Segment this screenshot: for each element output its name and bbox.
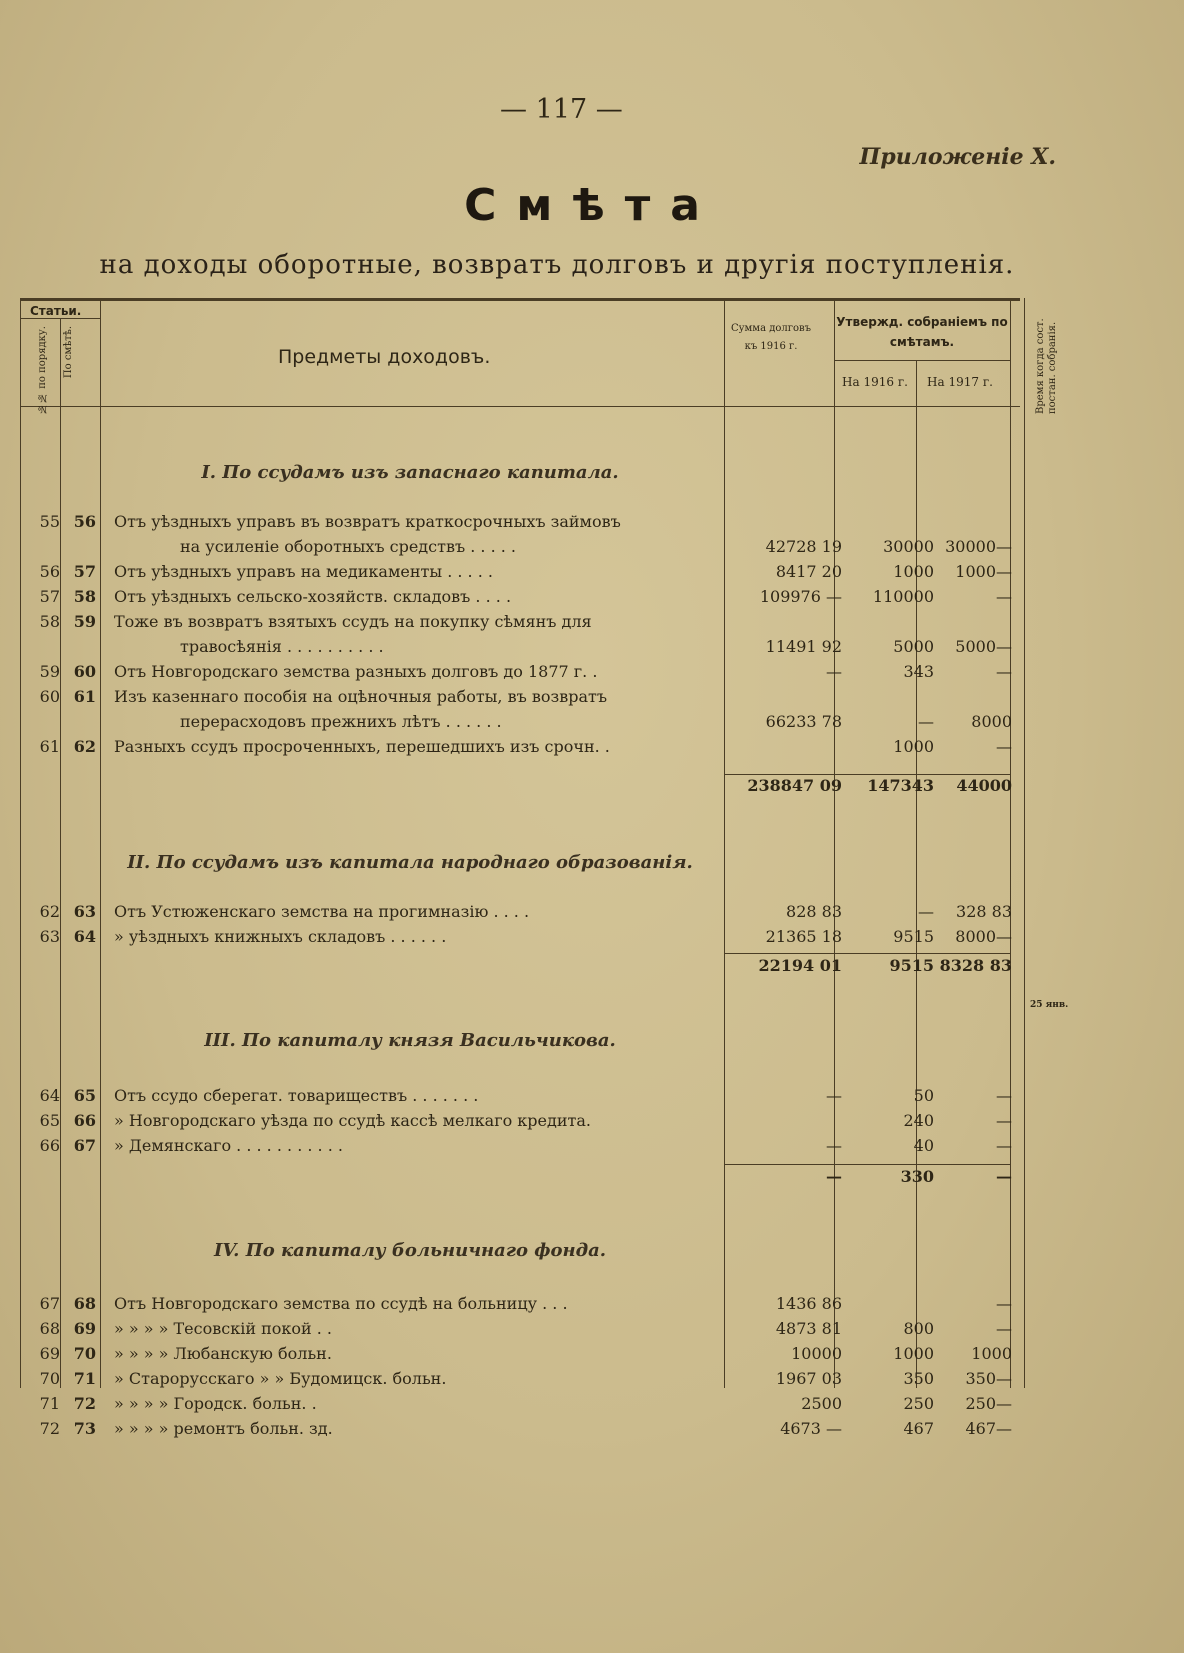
section-title: IV. По капиталу больничнаго фонда.	[213, 1240, 607, 1261]
debt-sum: 1967 03	[775, 1369, 842, 1388]
table-row	[20, 562, 1020, 587]
debt-sum-total: 238847 09	[747, 776, 842, 795]
approved-1917: 350—	[965, 1369, 1012, 1388]
table-row	[20, 1394, 1020, 1419]
estimate-number: 71	[73, 1369, 96, 1388]
col-divider-1	[60, 318, 61, 1388]
estimate-number: 58	[73, 587, 96, 606]
order-number: 58	[39, 612, 60, 631]
table-row	[20, 587, 1020, 612]
income-item: » Новгородскаго уѣзда по ссудѣ кассѣ мелкаго кредита.	[114, 1111, 591, 1130]
income-item: Изъ казеннаго пособія на оцѣночныя работы, въ возвратъ	[114, 687, 608, 706]
debt-sum: —	[826, 662, 842, 681]
approved-1916: 40	[913, 1136, 934, 1155]
table-row	[20, 687, 1020, 712]
income-item: Отъ Устюженскаго земства на прогимназію . . . .	[114, 902, 530, 921]
approved-1917: —	[996, 737, 1012, 756]
approved-1917: 1000	[971, 1344, 1012, 1363]
header-year-1917: На 1917 г.	[927, 375, 993, 389]
debt-sum: 11491 92	[765, 637, 842, 656]
header-debt-sum: Сумма долговъ къ 1916 г.	[730, 323, 811, 352]
approved-1916: 9515	[893, 927, 934, 946]
approved-1917: —	[996, 1086, 1012, 1105]
table-row	[20, 662, 1020, 687]
debt-sum: 4673 —	[780, 1419, 842, 1438]
income-item-cont: на усиленіе оборотныхъ средствъ . . . . .	[180, 537, 516, 556]
estimate-number: 66	[73, 1111, 96, 1130]
approved-1916: 250	[903, 1394, 934, 1413]
approved-1916: 1000	[893, 1344, 934, 1363]
col-divider-3	[724, 298, 725, 1388]
table-row	[20, 612, 1020, 637]
approved-1916: 110000	[872, 587, 934, 606]
header-estimate-number: По смѣтѣ.	[63, 326, 74, 379]
approved-1916: 1000	[893, 562, 934, 581]
header-income-subjects: Предметы доходовъ.	[278, 346, 491, 368]
table-row	[20, 737, 1020, 762]
order-number: 61	[39, 737, 60, 756]
order-number: 65	[39, 1111, 60, 1130]
debt-sum: 1436 86	[775, 1294, 842, 1313]
estimate-number: 57	[73, 562, 96, 581]
estimate-number: 73	[73, 1419, 96, 1438]
estimate-number: 69	[73, 1319, 96, 1338]
approved-1917-total: 44000	[956, 776, 1012, 795]
approved-1916-total: 147343	[867, 776, 934, 795]
order-number: 63	[39, 927, 60, 946]
table-row	[20, 1111, 1020, 1136]
order-number: 70	[39, 1369, 60, 1388]
estimate-number: 59	[73, 612, 96, 631]
header-year-1916: На 1916 г.	[842, 375, 908, 389]
approved-1917: —	[996, 1111, 1012, 1130]
approved-1917: —	[996, 587, 1012, 606]
table-row	[20, 1294, 1020, 1319]
col-divider-4	[834, 298, 835, 1388]
order-number: 64	[39, 1086, 60, 1105]
income-item: » уѣздныхъ книжныхъ складовъ . . . . . .	[114, 927, 447, 946]
document-subtitle: на доходы оборотные, возвратъ долговъ и другія поступленія.	[99, 250, 1015, 280]
approved-1916: 800	[903, 1319, 934, 1338]
income-item: Отъ Новгородскаго земства по ссудѣ на больницу . . .	[114, 1294, 568, 1313]
approved-1917: 30000—	[945, 537, 1012, 556]
estimate-number: 63	[73, 902, 96, 921]
table-row	[20, 1419, 1020, 1444]
income-item: » » » » Тесовскій покой . .	[114, 1319, 333, 1338]
subtotal-row	[20, 956, 1020, 981]
table-row	[20, 1369, 1020, 1394]
approved-1917: 5000—	[955, 637, 1012, 656]
estimate-number: 72	[73, 1394, 96, 1413]
estimate-number: 62	[73, 737, 96, 756]
document-title: Смѣта	[464, 180, 720, 231]
header-bottom-rule	[20, 406, 1020, 407]
approved-1917: —	[996, 1294, 1012, 1313]
debt-sum: 10000	[791, 1344, 842, 1363]
side-note: 25 янв.	[1030, 1000, 1069, 1010]
income-item: Тоже въ возвратъ взятыхъ ссудъ на покупку сѣмянъ для	[114, 612, 592, 631]
total-rule-1	[724, 774, 1010, 775]
frame-left	[20, 298, 21, 1388]
estimate-number: 70	[73, 1344, 96, 1363]
approved-1916: —	[918, 902, 934, 921]
approved-1916: 350	[903, 1369, 934, 1388]
table-row	[20, 637, 1020, 662]
debt-sum: 828 83	[786, 902, 842, 921]
debt-sum: 66233 78	[765, 712, 842, 731]
approved-1917: —	[996, 1136, 1012, 1155]
table-top-rule	[20, 298, 1020, 301]
debt-sum: 8417 20	[775, 562, 842, 581]
estimate-number: 65	[73, 1086, 96, 1105]
approved-1916: 50	[913, 1086, 934, 1105]
approved-1917: —	[996, 1319, 1012, 1338]
approved-1917: —	[996, 662, 1012, 681]
section-title: I. По ссудамъ изъ запаснаго капитала.	[201, 462, 619, 483]
order-number: 62	[39, 902, 60, 921]
header-approved: Утвержд. собраніемъ по смѣтамъ.	[836, 315, 1008, 349]
order-number: 56	[39, 562, 60, 581]
debt-sum: 4873 81	[775, 1319, 842, 1338]
estimate-number: 61	[73, 687, 96, 706]
income-item: Отъ уѣздныхъ управъ на медикаменты . . . . .	[114, 562, 493, 581]
approved-1917: 467—	[965, 1419, 1012, 1438]
order-number: 60	[39, 687, 60, 706]
income-item: » » » » Любанскую больн.	[114, 1344, 332, 1363]
table-row	[20, 1344, 1020, 1369]
approved-1917: 250—	[965, 1394, 1012, 1413]
debt-sum: 21365 18	[765, 927, 842, 946]
income-item-cont: травосѣянія . . . . . . . . . .	[180, 637, 384, 656]
approved-1917: 1000—	[955, 562, 1012, 581]
approved-1917-total: —	[996, 1167, 1012, 1186]
debt-sum-total: —	[826, 1167, 842, 1186]
estimate-number: 56	[73, 512, 96, 531]
order-number: 66	[39, 1136, 60, 1155]
estimate-number: 64	[73, 927, 96, 946]
income-item: » » » » ремонтъ больн. зд.	[114, 1419, 333, 1438]
approved-1916: 5000	[893, 637, 934, 656]
approved-1916: 467	[903, 1419, 934, 1438]
debt-sum-total: 22194 01	[758, 956, 842, 975]
subtotal-row	[20, 776, 1020, 801]
debt-sum: —	[826, 1086, 842, 1105]
order-number: 69	[39, 1344, 60, 1363]
appendix-label: Приложеніе X.	[859, 144, 1056, 170]
table-row	[20, 1086, 1020, 1111]
estimate-number: 60	[73, 662, 96, 681]
debt-sum: 42728 19	[765, 537, 842, 556]
approved-1916: 30000	[883, 537, 934, 556]
approved-1916: —	[918, 712, 934, 731]
section-title: II. По ссудамъ изъ капитала народнаго образованія.	[127, 852, 693, 873]
debt-sum: 2500	[801, 1394, 842, 1413]
subtotal-row	[20, 1167, 1020, 1192]
table-row	[20, 512, 1020, 537]
approved-1917: 8000	[971, 712, 1012, 731]
page-number: — 117 —	[500, 94, 623, 125]
debt-sum: —	[826, 1136, 842, 1155]
income-item: » » » » Городск. больн. .	[114, 1394, 317, 1413]
order-number: 72	[39, 1419, 60, 1438]
order-number: 57	[39, 587, 60, 606]
approved-1916-total: 330	[900, 1167, 934, 1186]
income-item: » Демянскаго . . . . . . . . . . .	[114, 1136, 343, 1155]
table-row	[20, 1319, 1020, 1344]
income-item: Разныхъ ссудъ просроченныхъ, перешедшихъ изъ срочн. .	[114, 737, 610, 756]
order-number: 68	[39, 1319, 60, 1338]
approved-1916: 1000	[893, 737, 934, 756]
table-row	[20, 537, 1020, 562]
approved-1917-total: 8328 83	[939, 956, 1012, 975]
total-rule-3	[724, 1164, 1010, 1165]
approved-1916-total: 9515	[889, 956, 934, 975]
income-item: Отъ ссудо сберегат. товариществъ . . . . . . .	[114, 1086, 479, 1105]
frame-right	[1024, 298, 1025, 1388]
order-number: 71	[39, 1394, 60, 1413]
income-item: Отъ уѣздныхъ управъ въ возвратъ краткосрочныхъ займовъ	[114, 512, 621, 531]
order-number: 59	[39, 662, 60, 681]
header-order-number: №№ по порядку.	[37, 326, 48, 414]
approved-1916: 343	[903, 662, 934, 681]
income-item: » Старорусскаго » » Будомицск. больн.	[114, 1369, 447, 1388]
income-item: Отъ уѣздныхъ сельско-хозяйств. складовъ . . . .	[114, 587, 512, 606]
table-row	[20, 712, 1020, 737]
income-item: Отъ Новгородскаго земства разныхъ долговъ до 1877 г. .	[114, 662, 598, 681]
table-row	[20, 902, 1020, 927]
approved-rule	[834, 360, 1010, 361]
approved-1916: 240	[903, 1111, 934, 1130]
order-number: 67	[39, 1294, 60, 1313]
estimate-number: 68	[73, 1294, 96, 1313]
section-title: III. По капиталу князя Васильчикова.	[204, 1030, 616, 1051]
estimate-number: 67	[73, 1136, 96, 1155]
col-divider-6	[1010, 298, 1011, 1388]
header-articles: Статьи.	[30, 304, 82, 318]
approved-1917: 8000—	[955, 927, 1012, 946]
income-item-cont: перерасходовъ прежнихъ лѣтъ . . . . . .	[180, 712, 502, 731]
total-rule-2	[724, 953, 1010, 954]
table-row	[20, 1136, 1020, 1161]
order-number: 55	[39, 512, 60, 531]
debt-sum: 109976 —	[759, 587, 842, 606]
approved-1917: 328 83	[956, 902, 1012, 921]
table-row	[20, 927, 1020, 952]
header-meeting-date: Время когда сост. постан. собранія.	[1035, 318, 1058, 414]
